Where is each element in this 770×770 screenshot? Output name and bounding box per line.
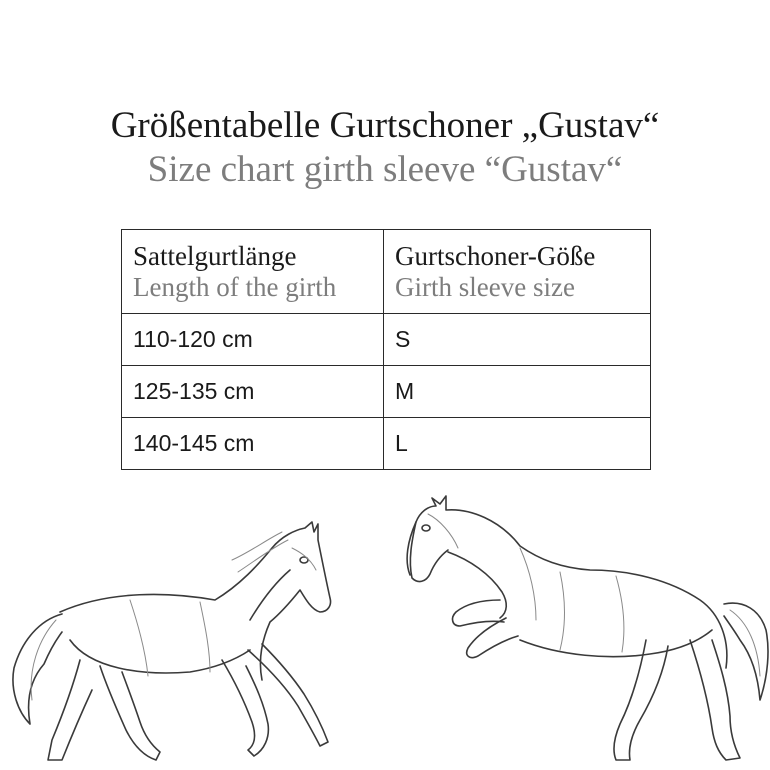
table-header-row xyxy=(122,230,651,314)
cell-size: M xyxy=(384,366,651,418)
trotting-horse-sketch xyxy=(13,522,331,760)
header-sleeve-size-english: Girth sleeve size xyxy=(395,271,575,302)
table-row xyxy=(122,314,651,366)
table-row xyxy=(122,366,651,418)
cell-length: 110-120 cm xyxy=(122,314,384,366)
title-german: Größentabelle Gurtschoner „Gustav“ xyxy=(110,105,660,146)
size-table xyxy=(121,229,651,470)
jumping-horse-sketch xyxy=(407,496,768,760)
table-row xyxy=(122,418,651,470)
header-girth-length xyxy=(122,230,384,314)
title-block xyxy=(0,104,770,192)
header-sleeve-size xyxy=(384,230,651,314)
cell-length: 140-145 cm xyxy=(122,418,384,470)
title-english: Size chart girth sleeve “Gustav“ xyxy=(147,149,623,190)
header-sleeve-size-german: Gurtschoner-Göße xyxy=(395,240,596,271)
cell-length: 125-135 cm xyxy=(122,366,384,418)
horse-illustration xyxy=(0,490,770,770)
cell-size: L xyxy=(384,418,651,470)
header-girth-length-english: Length of the girth xyxy=(133,271,337,302)
cell-size: S xyxy=(384,314,651,366)
header-girth-length-german: Sattelgurtlänge xyxy=(133,240,297,271)
